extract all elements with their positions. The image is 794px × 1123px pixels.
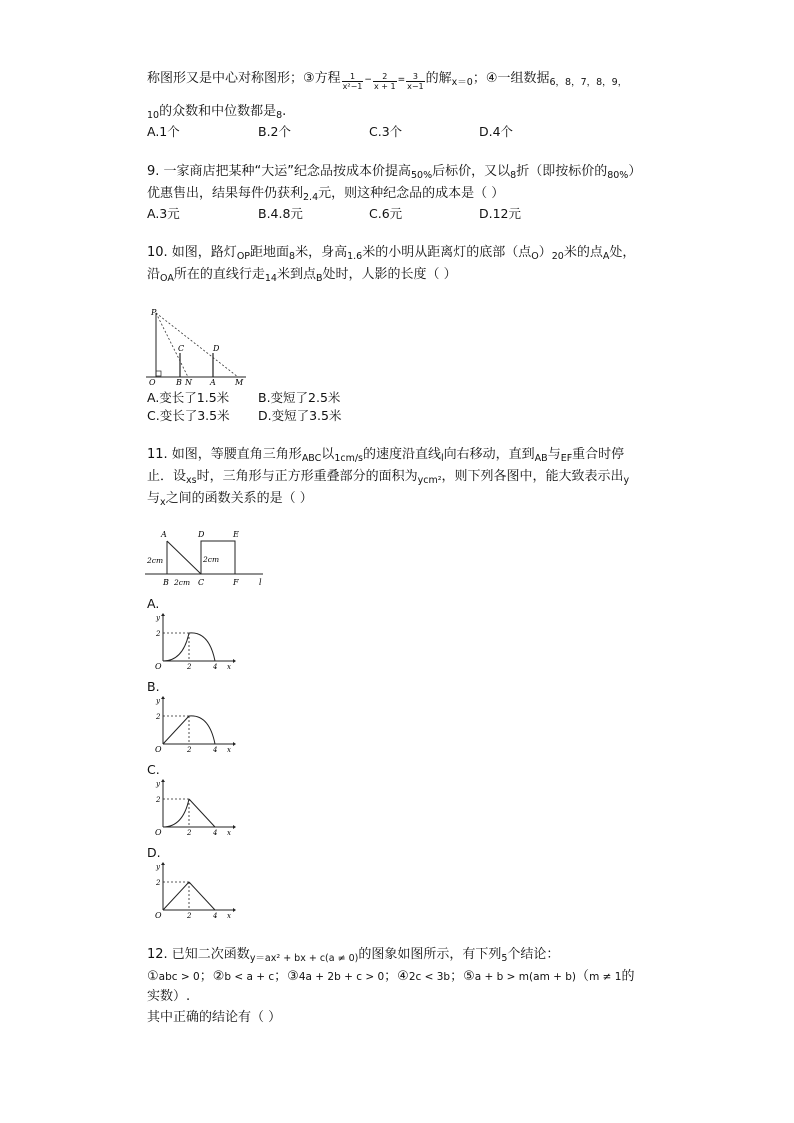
streetlight-figure xyxy=(140,305,250,387)
q11-option-a[interactable]: A. xyxy=(147,596,160,611)
svg-text:x: x xyxy=(227,746,231,754)
q10-line-1: 10. 如图，路灯$_{OP}$距地面$_8$米，身高$_{1.6}$米的小明从距离灯的底部（点$_O)_{20}$米的点$_A$处， xyxy=(147,245,636,262)
svg-text:x: x xyxy=(227,829,231,837)
svg-text:x: x xyxy=(227,912,231,920)
q11-option-b[interactable]: B. xyxy=(147,679,160,694)
q11-option-d[interactable]: D. xyxy=(147,845,161,860)
label-n: N xyxy=(185,378,192,387)
q8-statement-line: 称图形又是中心对称图形；③方程 $\frac{1}{\text{x²−1}}$ − $\frac{2}{x + 1}$ = $\frac{3}{x-1}$ 的解$_{x=0}$；④一组数据$_{6,8,7,8,9,}$ xyxy=(147,71,628,91)
label-e: E xyxy=(233,530,239,539)
label-a: A xyxy=(210,378,216,387)
svg-text:O: O xyxy=(155,745,162,754)
svg-text:4: 4 xyxy=(213,912,218,920)
curve-rise xyxy=(163,633,189,661)
q11-graph-a[interactable] xyxy=(143,611,238,671)
triangle-abc xyxy=(167,541,201,574)
q8-option-b[interactable]: B.2个 xyxy=(258,124,292,139)
svg-text:2: 2 xyxy=(187,912,192,920)
curve-fall xyxy=(189,633,215,661)
label-c: C xyxy=(198,578,205,587)
label-f: F xyxy=(233,578,239,587)
q11-line-2: 止．设$_{xs}$时，三角形与正方形重叠部分的面积为$_{ycm^2}$，则下列各图中，能大致表示出$_y$ xyxy=(147,469,630,486)
svg-text:y: y xyxy=(156,614,160,622)
q10-option-b[interactable]: B.变短了2.5米 xyxy=(258,390,341,405)
svg-text:4: 4 xyxy=(213,663,218,671)
q10-option-d[interactable]: D.变短了3.5米 xyxy=(258,408,342,423)
svg-text:4: 4 xyxy=(213,746,218,754)
fraction-3: $\frac{3}{x-1}$ xyxy=(407,72,424,91)
label-side-square: 2cm xyxy=(203,555,220,564)
fraction-1: $\frac{1}{\text{x²−1}}$ xyxy=(342,72,363,91)
line-rise xyxy=(163,716,189,744)
label-d: D xyxy=(213,344,220,353)
svg-text:O: O xyxy=(155,662,162,671)
q11-option-c[interactable]: C. xyxy=(147,762,160,777)
label-side-ab: 2cm xyxy=(147,556,164,565)
q9-option-d[interactable]: D.12元 xyxy=(479,206,522,221)
q9-option-c[interactable]: C.6元 xyxy=(369,206,403,221)
q10-option-a[interactable]: A.变长了1.5米 xyxy=(147,390,230,405)
label-m: M xyxy=(235,378,244,387)
q11-line-1: 11. 如图，等腰直角三角形$_{ABC}$以$_{1cm/s}$的速度沿直线$_l$向右移动，直到$_{AB}$与$_{EF}$重合时停 xyxy=(147,447,625,464)
q9-option-a[interactable]: A.3元 xyxy=(147,206,180,221)
q8-option-a[interactable]: A.1个 xyxy=(147,124,180,139)
label-o: O xyxy=(149,378,156,387)
line-rise xyxy=(163,882,189,910)
q11-graph-b[interactable] xyxy=(143,694,238,754)
svg-text:x: x xyxy=(227,663,231,671)
svg-text:y: y xyxy=(156,780,160,788)
right-angle-mark xyxy=(156,371,161,376)
q9-line-2: 优惠售出，结果每件仍获利$_{2.4}$元，则这种纪念品的成本是（ ） xyxy=(147,186,505,203)
svg-text:2: 2 xyxy=(187,829,192,837)
q11-graph-c[interactable] xyxy=(143,777,238,837)
svg-text:2: 2 xyxy=(156,630,161,638)
svg-text:O: O xyxy=(155,828,162,837)
svg-text:2: 2 xyxy=(187,663,192,671)
svg-text:O: O xyxy=(155,911,162,920)
label-b: B xyxy=(176,378,182,387)
curve-rise xyxy=(163,799,189,827)
label-side-bc: 2cm xyxy=(174,578,191,587)
label-l: l xyxy=(259,578,262,587)
svg-text:y: y xyxy=(156,863,160,871)
svg-text:2: 2 xyxy=(156,796,161,804)
q10-line-2: 沿$_{OA}$所在的直线行走$_{14}$米到点$_B$处时，人影的长度（ ） xyxy=(147,267,457,284)
line-fall xyxy=(189,882,215,910)
svg-text:y: y xyxy=(156,697,160,705)
q9-option-b[interactable]: B.4.8元 xyxy=(258,206,303,221)
q12-line-4: 其中正确的结论有（ ） xyxy=(147,1010,282,1025)
label-d: D xyxy=(198,530,205,539)
q12-line-3: 实数）. xyxy=(147,989,191,1004)
q11-line-3: 与$_x$之间的函数关系的是（ ） xyxy=(147,491,313,508)
q12-line-2: ①abc > 0；②b < a + c；③4a + 2b + c > 0；④2c < 3b；⑤a + b > m(am + b)（m ≠ 1的 xyxy=(147,969,635,984)
svg-text:2: 2 xyxy=(156,879,161,887)
line-fall xyxy=(189,799,215,827)
curve-fall xyxy=(189,716,215,744)
q12-line-1: 12. 已知二次函数$_{y=ax^2 + bx + c(a \ne 0)}$的图象如图所示，有下列$_5$个结论： xyxy=(147,947,560,964)
q8-statement-line-2: $_{10}$的众数和中位数都是$_8$. xyxy=(147,104,287,121)
label-b: B xyxy=(163,578,169,587)
triangle-square-figure xyxy=(143,527,268,591)
fraction-2: $\frac{2}{x + 1}$ xyxy=(373,72,396,91)
q11-graph-d[interactable] xyxy=(143,860,238,920)
svg-text:2: 2 xyxy=(187,746,192,754)
label-p: P xyxy=(151,308,157,317)
svg-text:2: 2 xyxy=(156,713,161,721)
q9-line-1: 9. 一家商店把某种“大运”纪念品按成本价提高$_{50\%}$后标价，又以$_8$折（即按标价的$_{80\%}$） xyxy=(147,164,642,181)
q8-option-c[interactable]: C.3个 xyxy=(369,124,403,139)
q8-option-d[interactable]: D.4个 xyxy=(479,124,514,139)
q10-option-c[interactable]: C.变长了3.5米 xyxy=(147,408,230,423)
light-ray-to-m xyxy=(156,313,238,377)
label-a: A xyxy=(161,530,167,539)
svg-text:4: 4 xyxy=(213,829,218,837)
label-c: C xyxy=(178,344,185,353)
